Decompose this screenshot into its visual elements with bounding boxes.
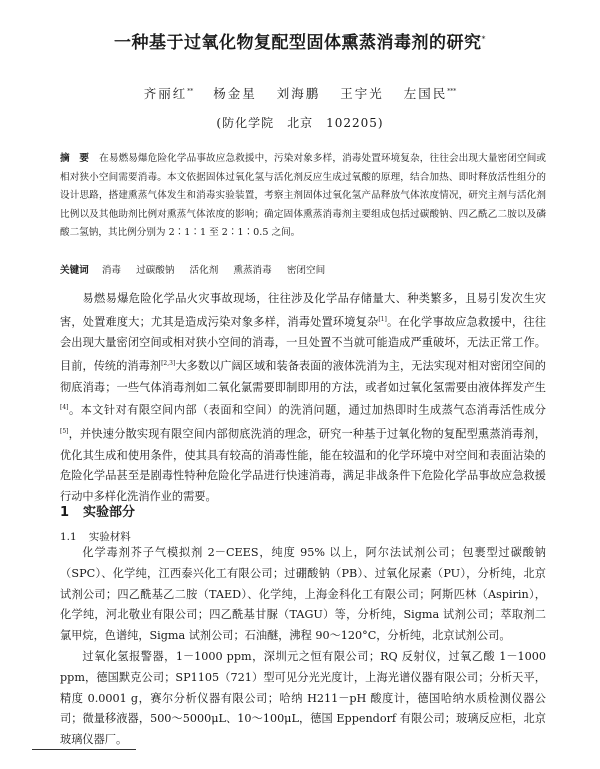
intro-paragraph: 易燃易爆危险化学品火灾事故现场，往往涉及化学品存储量大、种类繁多，且易引发次生灾害，处置难度大；尤其是造成污染对象多样，消毒处置环境复杂[1]。在化学事故应急救援中，往往会出现大量密闭空间或相对狭小空间的消毒，一旦处置不当就可能造成严重破坏，无法正常工作。目前，传统的消毒剂[2,3]大多数以广阔区域和装备表面的液体洗消为主，无法实现对相对密闭空间的彻底消毒；一些气体消毒剂如二氧化氯需要即制即用的方法，或者如过氧化氢需要由液体挥发产生[4]。本文针对有限空间内部（表面和空间）的洗消问题，通过加热即时生成蒸气态消毒活性成分[5]，并快速分散实现有限空间内部彻底洗消的理念，研究一种基于过氧化物的复配型熏蒸消毒剂，优化其生成和使用条件，使其具有较高的消毒性能，能在较温和的化学环境中对空间和表面沾染的危险化学品甚至是剧毒性特种危险化学品进行快速消毒，满足非战条件下危险化学品事故应急救援行动中多样化洗消作业的需要。 [60, 292, 546, 504]
keyword: 活化剂 [189, 265, 219, 276]
paper-title [0, 28, 600, 53]
affiliation: (防化学院 北京 102205) [216, 116, 384, 130]
keyword: 过碳酸钠 [136, 265, 175, 276]
subsection-heading [60, 529, 131, 544]
materials-paragraph: 过氧化氢报警器，1－1000 ppm，深圳元之恒有限公司；RQ 反射仪，过氧乙酸 1－1000 ppm，德国默克公司；SP1105（721）型可见分光光度计，上海光谱仪器有限公司；分析天平，精度 0.0001 g，赛尔分析仪器有限公司；哈纳 H211－pH 酸度计，德国哈纳水质检测仪器公司；微量移液器，500～5000μL、10～100μL，德国 Eppendorf 有限公司；玻璃反应柜，北京玻璃仪器厂。 [60, 649, 546, 747]
abstract [60, 150, 546, 243]
title-footnote-mark: * [481, 34, 486, 44]
materials-paragraph: 化学毒剂芥子气模拟剂 2－CEES，纯度 95% 以上，阿尔法试剂公司；包裹型过碳酸钠（SPC）、化学纯，江西泰兴化工有限公司；过硼酸钠（PB）、过氧化尿素（PU），分析纯，北京试剂公司；四乙酰基乙二胺（TAED）、化学纯，上海金科化工有限公司；阿斯匹林（Aspirin），化学纯，河北敬业有限公司；四乙酰基甘脲（TAGU）等，分析纯，Sigma 试剂公司；萃取剂二氯甲烷，色谱纯，Sigma 试剂公司；石油醚，沸程 90～120°C，分析纯，北京试剂公司。 [60, 546, 546, 643]
keyword: 密闭空间 [286, 265, 326, 276]
keywords [60, 262, 546, 276]
keyword: 消毒 [101, 265, 122, 276]
author: 王宇光 [340, 86, 384, 101]
materials-text [60, 543, 546, 751]
abstract-label: 摘 要 [60, 153, 90, 164]
citation: [1] [378, 315, 387, 323]
title-text: 一种基于过氧化物复配型固体熏蒸消毒剂的研究 [114, 33, 482, 53]
citation: [5] [60, 427, 69, 435]
author: 齐丽红** [143, 86, 194, 101]
introduction [60, 289, 546, 508]
citation: [4] [60, 404, 69, 412]
footnote-rule [32, 749, 136, 750]
subsection-number: 1.1 [60, 531, 77, 543]
section-number: 1 [60, 505, 70, 520]
author: 左国民*** [403, 86, 457, 101]
author-list [0, 84, 600, 102]
keyword: 熏蒸消毒 [233, 265, 272, 276]
author: 刘海鹏 [276, 86, 321, 101]
subsection-title: 实验材料 [88, 531, 131, 543]
keywords-label: 关键词 [60, 265, 89, 276]
abstract-text: 在易燃易爆危险化学品事故应急救援中，污染对象多样，消毒处置环境复杂，往往会出现大量密闭空间或相对狭小空间需要消毒。本文依据固体过氧化氢与活化剂反应生成过氧酸的原理，结合加热、即时释放活性组分的设计思路，搭建熏蒸气体发生和消毒实验装置，考察主剂固体过氧化氢产品释放气体浓度情况，研究主剂与活化剂比例以及其他助剂比例对熏蒸气体浓度的影响；确定固体熏蒸消毒剂主要组成包括过碳酸钠、四乙酰乙二胺以及磷酸二氢钠，其比例分别为 2∶1∶1 至 2∶1∶0.5 之间。 [60, 153, 547, 238]
section-title: 实验部分 [83, 505, 136, 520]
author: 杨金星 [213, 86, 257, 101]
section-heading [60, 501, 135, 520]
citation: [2,3] [161, 360, 176, 368]
